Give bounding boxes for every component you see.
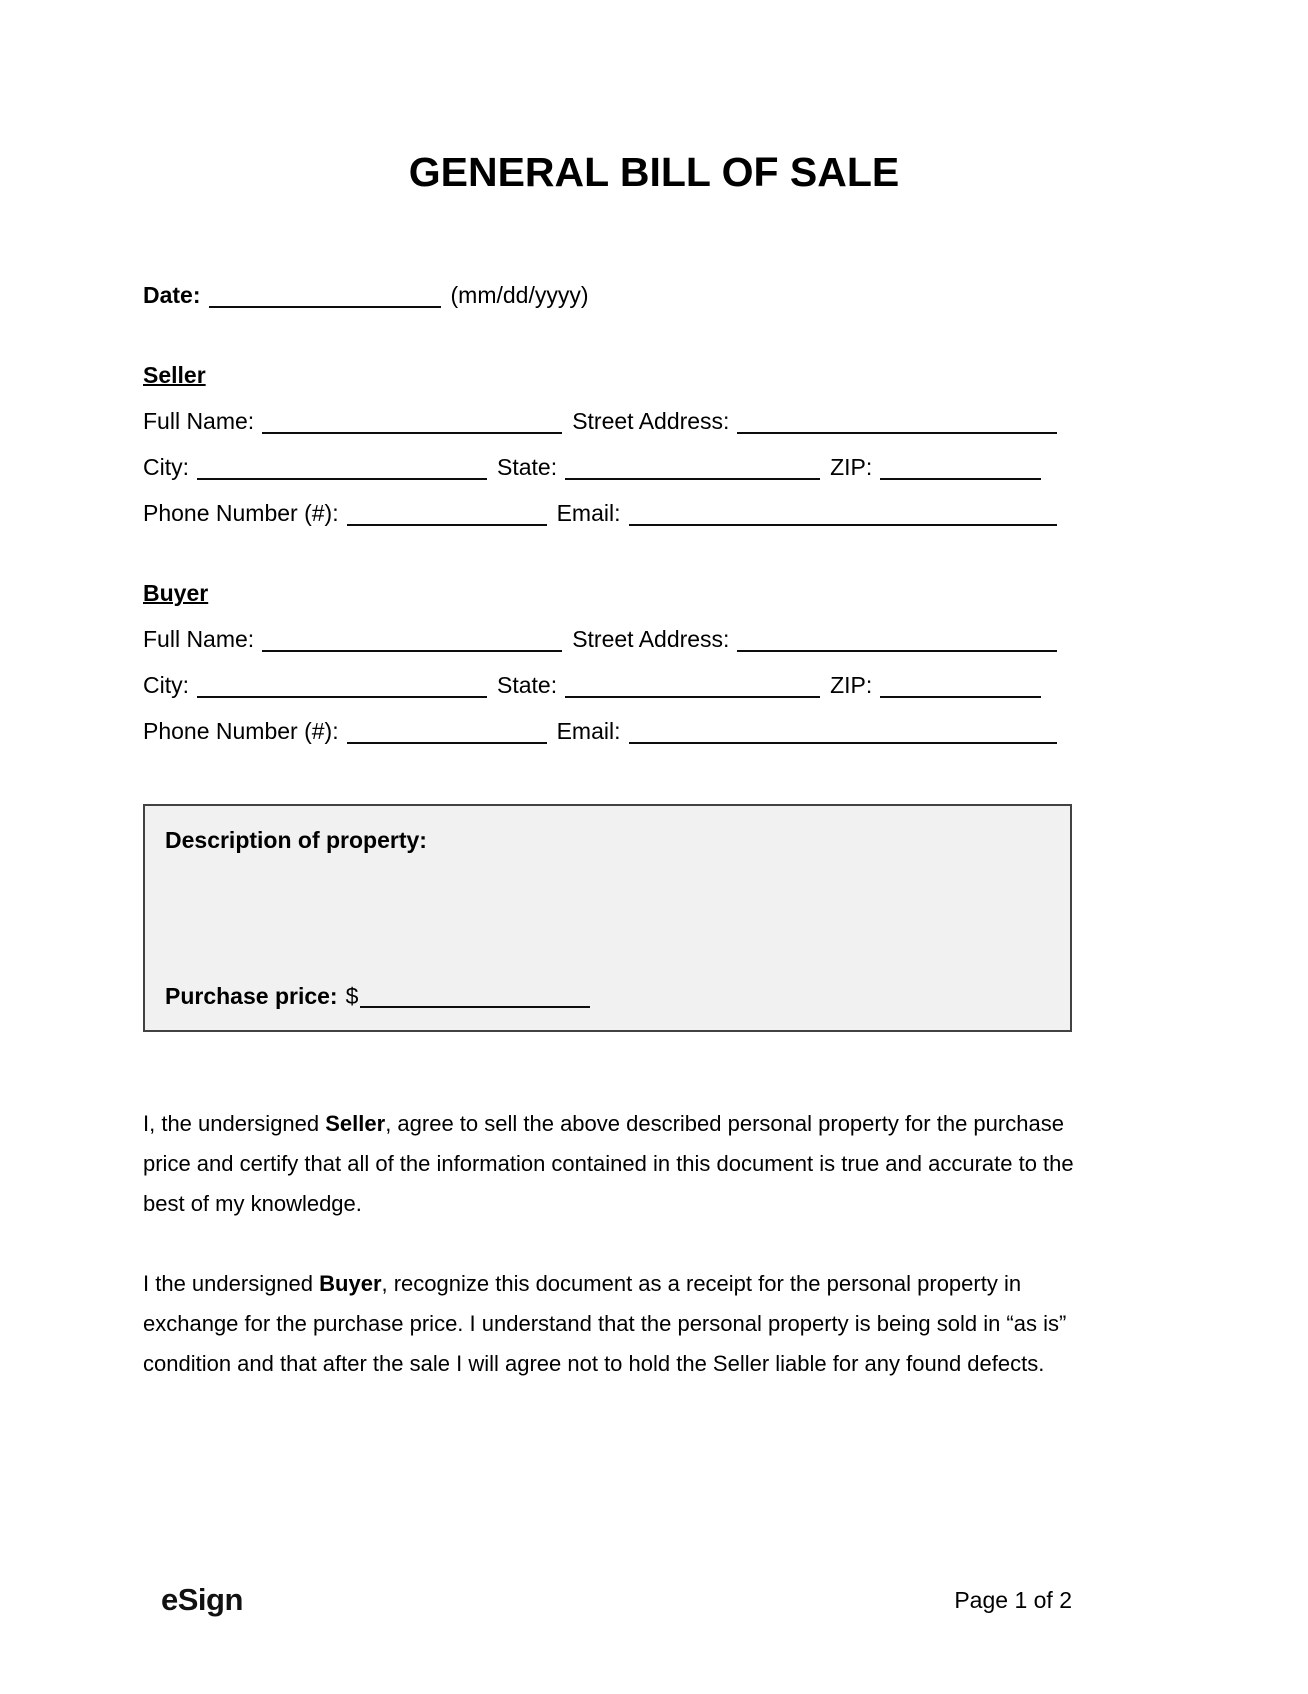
seller-phone-email-row (143, 496, 1072, 530)
buyer-agreement-paragraph: I the undersigned Buyer, recognize this document as a receipt for the personal property in exchange for the purchase price. I understand that the personal property is being sold in “as is” condition and that after the sale I will agree not to hold the Seller liable for any found defects. (143, 1271, 1067, 1376)
esign-logo: eSign (161, 1582, 243, 1617)
seller-email-input[interactable] (629, 524, 1058, 526)
buyer-fields (143, 622, 1072, 760)
buyer-name-address-row (143, 622, 1072, 656)
seller-full-name-label: Full Name: (143, 408, 255, 434)
currency-symbol: $ (345, 983, 359, 1009)
buyer-heading: Buyer (143, 580, 209, 606)
buyer-zip-label: ZIP: (830, 672, 873, 698)
property-description-label: Description of property: (165, 827, 427, 853)
date-format-hint: (mm/dd/yyyy) (450, 282, 589, 308)
seller-state-input[interactable] (565, 478, 820, 480)
buyer-zip-input[interactable] (880, 696, 1041, 698)
seller-city-input[interactable] (197, 478, 487, 480)
buyer-city-input[interactable] (197, 696, 487, 698)
purchase-price-input[interactable] (360, 1006, 590, 1008)
buyer-email-input[interactable] (629, 742, 1058, 744)
date-label: Date: (143, 282, 201, 308)
seller-zip-input[interactable] (880, 478, 1041, 480)
buyer-state-input[interactable] (565, 696, 820, 698)
seller-name-address-row (143, 404, 1072, 438)
page-indicator: Page 1 of 2 (954, 1587, 1072, 1613)
purchase-price-label: Purchase price: (165, 983, 338, 1009)
seller-state-label: State: (497, 454, 558, 480)
date-row (143, 278, 1072, 312)
buyer-phone-email-row (143, 714, 1072, 748)
buyer-full-name-label: Full Name: (143, 626, 255, 652)
seller-email-label: Email: (556, 500, 621, 526)
buyer-city-label: City: (143, 672, 189, 698)
seller-street-label: Street Address: (572, 408, 730, 434)
property-description-input[interactable] (165, 854, 1050, 980)
purchase-price-row (165, 980, 1050, 1012)
seller-zip-label: ZIP: (830, 454, 873, 480)
date-input-line[interactable] (209, 306, 441, 308)
buyer-street-input[interactable] (737, 650, 1057, 652)
seller-street-input[interactable] (737, 432, 1057, 434)
buyer-state-label: State: (497, 672, 558, 698)
seller-heading: Seller (143, 362, 206, 388)
seller-full-name-input[interactable] (262, 432, 562, 434)
seller-city-label: City: (143, 454, 189, 480)
page-footer (143, 1578, 1072, 1618)
buyer-phone-input[interactable] (347, 742, 547, 744)
buyer-full-name-input[interactable] (262, 650, 562, 652)
buyer-phone-label: Phone Number (#): (143, 718, 339, 744)
seller-agreement-paragraph: I, the undersigned Seller, agree to sell the above described personal property for the purchase price and certify that all of the information contained in this document is true and accurate to the best of my knowledge. (143, 1111, 1074, 1216)
seller-phone-label: Phone Number (#): (143, 500, 339, 526)
property-description-box (143, 804, 1072, 1032)
buyer-email-label: Email: (556, 718, 621, 744)
seller-city-state-zip-row (143, 450, 1072, 484)
seller-phone-input[interactable] (347, 524, 547, 526)
buyer-city-state-zip-row (143, 668, 1072, 702)
seller-fields (143, 404, 1072, 542)
page-title: GENERAL BILL OF SALE (408, 149, 900, 195)
buyer-street-label: Street Address: (572, 626, 730, 652)
